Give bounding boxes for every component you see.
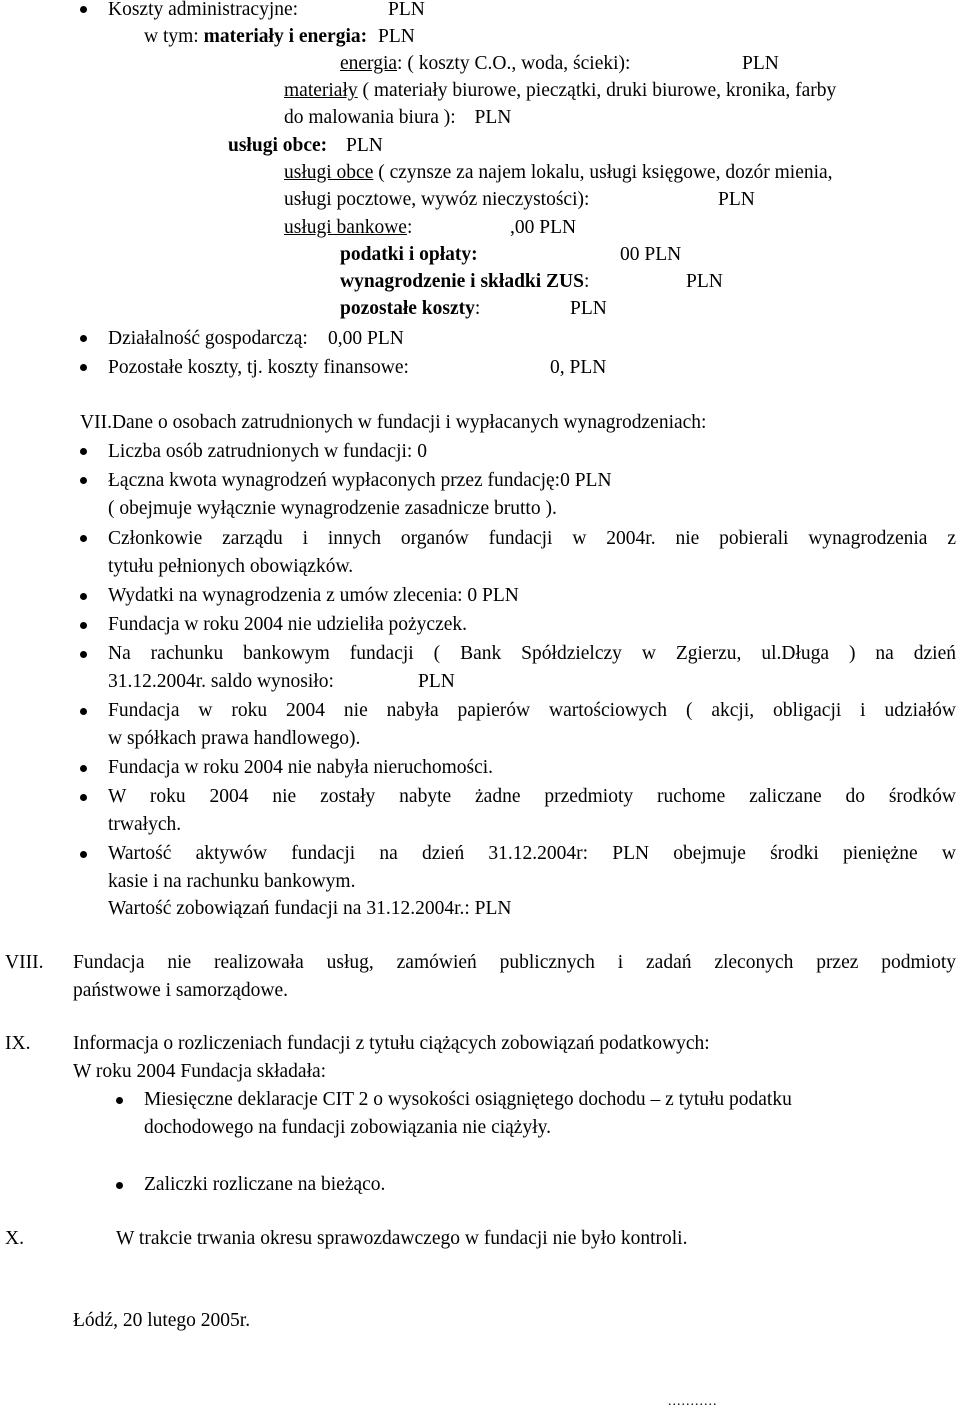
other-costs-value: PLN — [570, 298, 607, 319]
fixed-assets-line-1: W roku 2004 nie zostały nabyte żadne przedmioty ruchome zaliczane do środków — [108, 786, 956, 807]
services-line — [228, 134, 383, 158]
bank-line: usługi bankowe: ,00 PLN — [284, 217, 577, 238]
materials-line-1: materiały ( materiały biurowe, pieczątki, druki biurowe, kronika, farby — [284, 80, 837, 101]
section-7-heading: VII.Dane o osobach zatrudnionych w fundacji i wypłacanych wynagrodzeniach: — [80, 412, 707, 433]
services-detail-value: PLN — [718, 189, 755, 210]
taxes-line — [340, 243, 682, 267]
taxes-label: podatki i opłaty: — [340, 244, 478, 265]
materials-energy-line: w tym: materiały i energia: PLN — [144, 26, 415, 47]
no-loans: Fundacja w roku 2004 nie udzieliła pożyczek. — [108, 614, 468, 635]
cit-declarations-line-1: Miesięczne deklaracje CIT 2 o wysokości osiągniętego dochodu – z tytułu podatku — [144, 1089, 792, 1110]
materials-label: materiały — [284, 80, 358, 101]
business-line — [108, 327, 404, 351]
materials-energy-label: materiały i energia: — [203, 26, 368, 47]
wages-zus-value: PLN — [686, 271, 723, 292]
bullet — [80, 6, 87, 13]
materials-energy-value: PLN — [378, 26, 415, 47]
contract-wages: Wydatki na wynagrodzenia z umów zlecenia: 0 PLN — [108, 585, 519, 606]
bank-value: ,00 PLN — [510, 217, 577, 238]
wages-zus-line: wynagrodzenie i składki ZUS: PLN — [340, 271, 723, 292]
financial-value: 0, PLN — [550, 357, 607, 378]
other-costs-line: pozostałe koszty: PLN — [340, 298, 607, 319]
materials-line-2: do malowania biura ): PLN — [284, 107, 512, 128]
other-costs-label: pozostałe koszty — [340, 298, 475, 319]
business-value: 0,00 PLN — [328, 328, 404, 349]
fixed-assets-line-2: trwałych. — [108, 814, 182, 835]
cit-declarations-line-2: dochodowego na fundacji zobowiązania nie ciążyły. — [144, 1117, 551, 1138]
board-line-2: tytułu pełnionych obowiązków. — [108, 556, 354, 577]
wages-zus-label: wynagrodzenie i składki ZUS — [340, 271, 584, 292]
bullet — [80, 535, 87, 542]
bullet — [116, 1097, 123, 1104]
place-date: Łódź, 20 lutego 2005r. — [73, 1310, 251, 1331]
section-9-line-1: Informacja o rozliczeniach fundacji z tytułu ciążących zobowiązań podatkowych: — [73, 1033, 710, 1054]
section-8-line-1: Fundacja nie realizowała usług, zamówień publicznych i zadań zleconych przez podmioty — [73, 952, 956, 973]
signature-dots: ........... — [668, 1394, 718, 1409]
bullet — [80, 708, 87, 715]
bank-label: usługi bankowe — [284, 217, 407, 238]
securities-line-1: Fundacja w roku 2004 nie nabyła papierów wartościowych ( akcji, obligacji i udziałów — [108, 700, 956, 721]
financial-line — [108, 356, 607, 380]
business-label: Działalność gospodarczą: — [108, 328, 308, 349]
bullet — [80, 593, 87, 600]
services-detail-line-2: usługi pocztowe, wywóz nieczystości): PLN — [284, 189, 755, 210]
materials-value: PLN — [474, 107, 512, 128]
admin-costs-label: Koszty administracyjne: — [108, 0, 299, 20]
section-9-number: IX. — [5, 1033, 31, 1054]
assets-line-2: kasie i na rachunku bankowym. — [108, 871, 356, 892]
admin-costs-line — [108, 0, 425, 22]
services-detail-label: usługi obce — [284, 162, 374, 183]
bullet — [80, 364, 87, 371]
bullet — [80, 477, 87, 484]
services-value: PLN — [346, 135, 383, 156]
energy-value: PLN — [742, 53, 779, 74]
bullet — [116, 1182, 123, 1189]
section-8-number: VIII. — [5, 952, 44, 973]
section-10-number: X. — [5, 1228, 24, 1249]
assets-line-1: Wartość aktywów fundacji na dzień 31.12.2004r: PLN obejmuje środki pieniężne w — [108, 843, 956, 864]
energy-label: energia — [340, 53, 398, 74]
admin-costs-value: PLN — [388, 0, 425, 20]
section-10-text: W trakcie trwania okresu sprawozdawczego w fundacji nie było kontroli. — [116, 1228, 688, 1249]
advance-payments: Zaliczki rozliczane na bieżąco. — [144, 1174, 386, 1195]
energy-line: energia: ( koszty C.O., woda, ścieki): PLN — [340, 53, 779, 74]
section-9-line-2: W roku 2004 Fundacja składała: — [73, 1061, 327, 1082]
bullet — [80, 335, 87, 342]
bullet — [80, 651, 87, 658]
liabilities-line: Wartość zobowiązań fundacji na 31.12.2004r.: PLN — [108, 898, 512, 919]
securities-line-2: w spółkach prawa handlowego). — [108, 728, 361, 749]
services-label: usługi obce: — [228, 135, 328, 156]
bank-account-line-2: 31.12.2004r. saldo wynosiło: PLN — [108, 671, 455, 692]
bullet — [80, 622, 87, 629]
bullet — [80, 765, 87, 772]
services-detail-line-1: usługi obce ( czynsze za najem lokalu, usługi księgowe, dozór mienia, — [284, 162, 833, 183]
total-wages: Łączna kwota wynagrodzeń wypłaconych przez fundację:0 PLN — [108, 470, 612, 491]
board-line-1: Członkowie zarządu i innych organów fundacji w 2004r. nie pobierali wynagrodzenia z — [108, 528, 956, 549]
total-wages-note: ( obejmuje wyłącznie wynagrodzenie zasadnicze brutto ). — [108, 498, 557, 519]
bank-balance-value: PLN — [418, 671, 455, 692]
taxes-value: 00 PLN — [620, 244, 682, 265]
financial-label: Pozostałe koszty, tj. koszty finansowe: — [108, 357, 409, 378]
section-8-line-2: państwowe i samorządowe. — [73, 980, 288, 1001]
bullet — [80, 794, 87, 801]
employees-count: Liczba osób zatrudnionych w fundacji: 0 — [108, 441, 427, 462]
bank-account-line-1: Na rachunku bankowym fundacji ( Bank Spółdzielczy w Zgierzu, ul.Długa ) na dzień — [108, 643, 956, 664]
bullet — [80, 448, 87, 455]
bullet — [80, 851, 87, 858]
no-real-estate: Fundacja w roku 2004 nie nabyła nieruchomości. — [108, 757, 494, 778]
